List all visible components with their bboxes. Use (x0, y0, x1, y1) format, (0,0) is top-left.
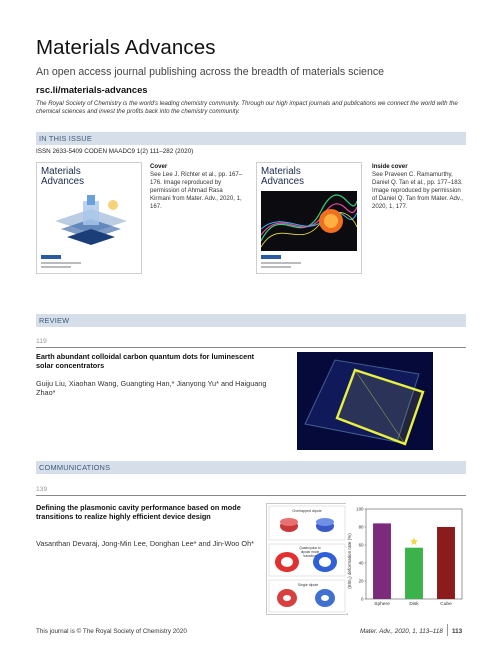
label-single-dipole: Single dipole (297, 583, 319, 587)
cover-heading: Cover (150, 163, 168, 170)
y-tick-label: 0 (361, 596, 364, 602)
issn-line: ISSN 2633-5409 CODEN MAADC9 1(2) 111–282 (2020) (36, 148, 194, 155)
y-tick-label: 100 (356, 506, 364, 512)
inside-cover-heading: Inside cover (372, 163, 408, 170)
cover-art-device-stack (41, 191, 137, 251)
article-authors: Vasanthan Devaraj, Jong-Min Lee, Donghan Lee* and Jin-Woo Oh* (36, 539, 254, 548)
intro-text: The Royal Society of Chemistry is the world's leading chemistry community. Through our high impact journals and publications we connect the world with the chemical sciences and invest the profits back into the chemistry community. (36, 100, 458, 116)
bar-disk (405, 548, 423, 599)
article-authors: Guiju Liu, Xiaohan Wang, Guangting Han,* Jianyong Yu* and Haiguang Zhao* (36, 379, 267, 398)
footer-page-number: 113 (452, 628, 463, 635)
journal-subtitle: An open access journal publishing across the breadth of materials science (36, 66, 385, 78)
inside-cover-logo-line1: Materials (261, 166, 301, 177)
journal-url[interactable]: rsc.li/materials-advances (36, 84, 148, 95)
y-tick-label: 20 (358, 578, 364, 584)
article-rule (36, 495, 466, 496)
x-tick-label: Cube (440, 602, 452, 607)
inside-cover-rsc-logo (261, 255, 281, 259)
article-page-number: 139 (36, 486, 48, 493)
article-rule (36, 347, 466, 348)
x-tick-label: Sphere (374, 602, 390, 607)
article-title[interactable]: Earth abundant colloidal carbon quantum dots for luminescent solar concentrators (36, 352, 255, 371)
section-bar-review (36, 314, 466, 327)
inside-cover-caption: See Praveen C. Ramamurthy, Daniel Q. Tan et al., pp. 177–183. Image reproduced by permission of Daniel Q. Tan from Mater. Adv., 2020, 1, 177. (372, 170, 463, 210)
y-tick-label: 80 (358, 524, 364, 530)
bar-cube (437, 527, 455, 599)
article-page-number: 119 (36, 338, 47, 345)
plasmonic-schematic (266, 503, 348, 615)
chart-y-axis-label: (E/E₀) deformation rate (%) (347, 533, 352, 589)
cover-caption-block (150, 163, 245, 210)
footer-copyright: This journal is © The Royal Society of Chemistry 2020 (36, 628, 187, 635)
section-bar-communications (36, 461, 466, 474)
deformation-rate-bar-chart (346, 503, 466, 613)
front-cover-image (36, 162, 142, 274)
inside-cover-logo-line2: Advances (261, 176, 305, 187)
inside-cover-image (256, 162, 362, 274)
inside-cover-caption-block (372, 163, 467, 210)
article-title[interactable]: Defining the plasmonic cavity performance based on mode transitions to realize highly efficient device design (36, 503, 241, 522)
cover-logo-line2: Advances (41, 176, 85, 187)
quantum-dot-lsc-photo (297, 352, 433, 450)
footer-citation: Mater. Adv., 2020, 1, 113–118 (360, 628, 443, 635)
y-tick-label: 60 (358, 542, 364, 548)
cover-rsc-logo (41, 255, 61, 259)
footer-divider (447, 624, 448, 636)
section-title-communications: COMMUNICATIONS (39, 463, 111, 472)
y-tick-label: 40 (358, 560, 364, 566)
label-overlapped-dipole: Overlapped dipole (292, 509, 322, 513)
bar-sphere (373, 523, 391, 599)
cover-caption: See Lee J. Richter et al., pp. 167–176. Image reproduced by permission of Ahmad Rasa Kirmani from Mater. Adv., 2020, 1, 167. (150, 170, 243, 210)
x-tick-label: Disk (409, 602, 419, 607)
section-bar-in-this-issue (36, 132, 466, 145)
section-title-review: REVIEW (39, 316, 70, 325)
journal-title: Materials Advances (36, 36, 216, 59)
section-title-in-this-issue: IN THIS ISSUE (39, 134, 92, 143)
cover-art-dielectric-waves (261, 191, 357, 251)
label-mode-transition: Quadrupolar to dipolar mode transition (299, 546, 321, 558)
cover-logo-line1: Materials (41, 166, 81, 177)
